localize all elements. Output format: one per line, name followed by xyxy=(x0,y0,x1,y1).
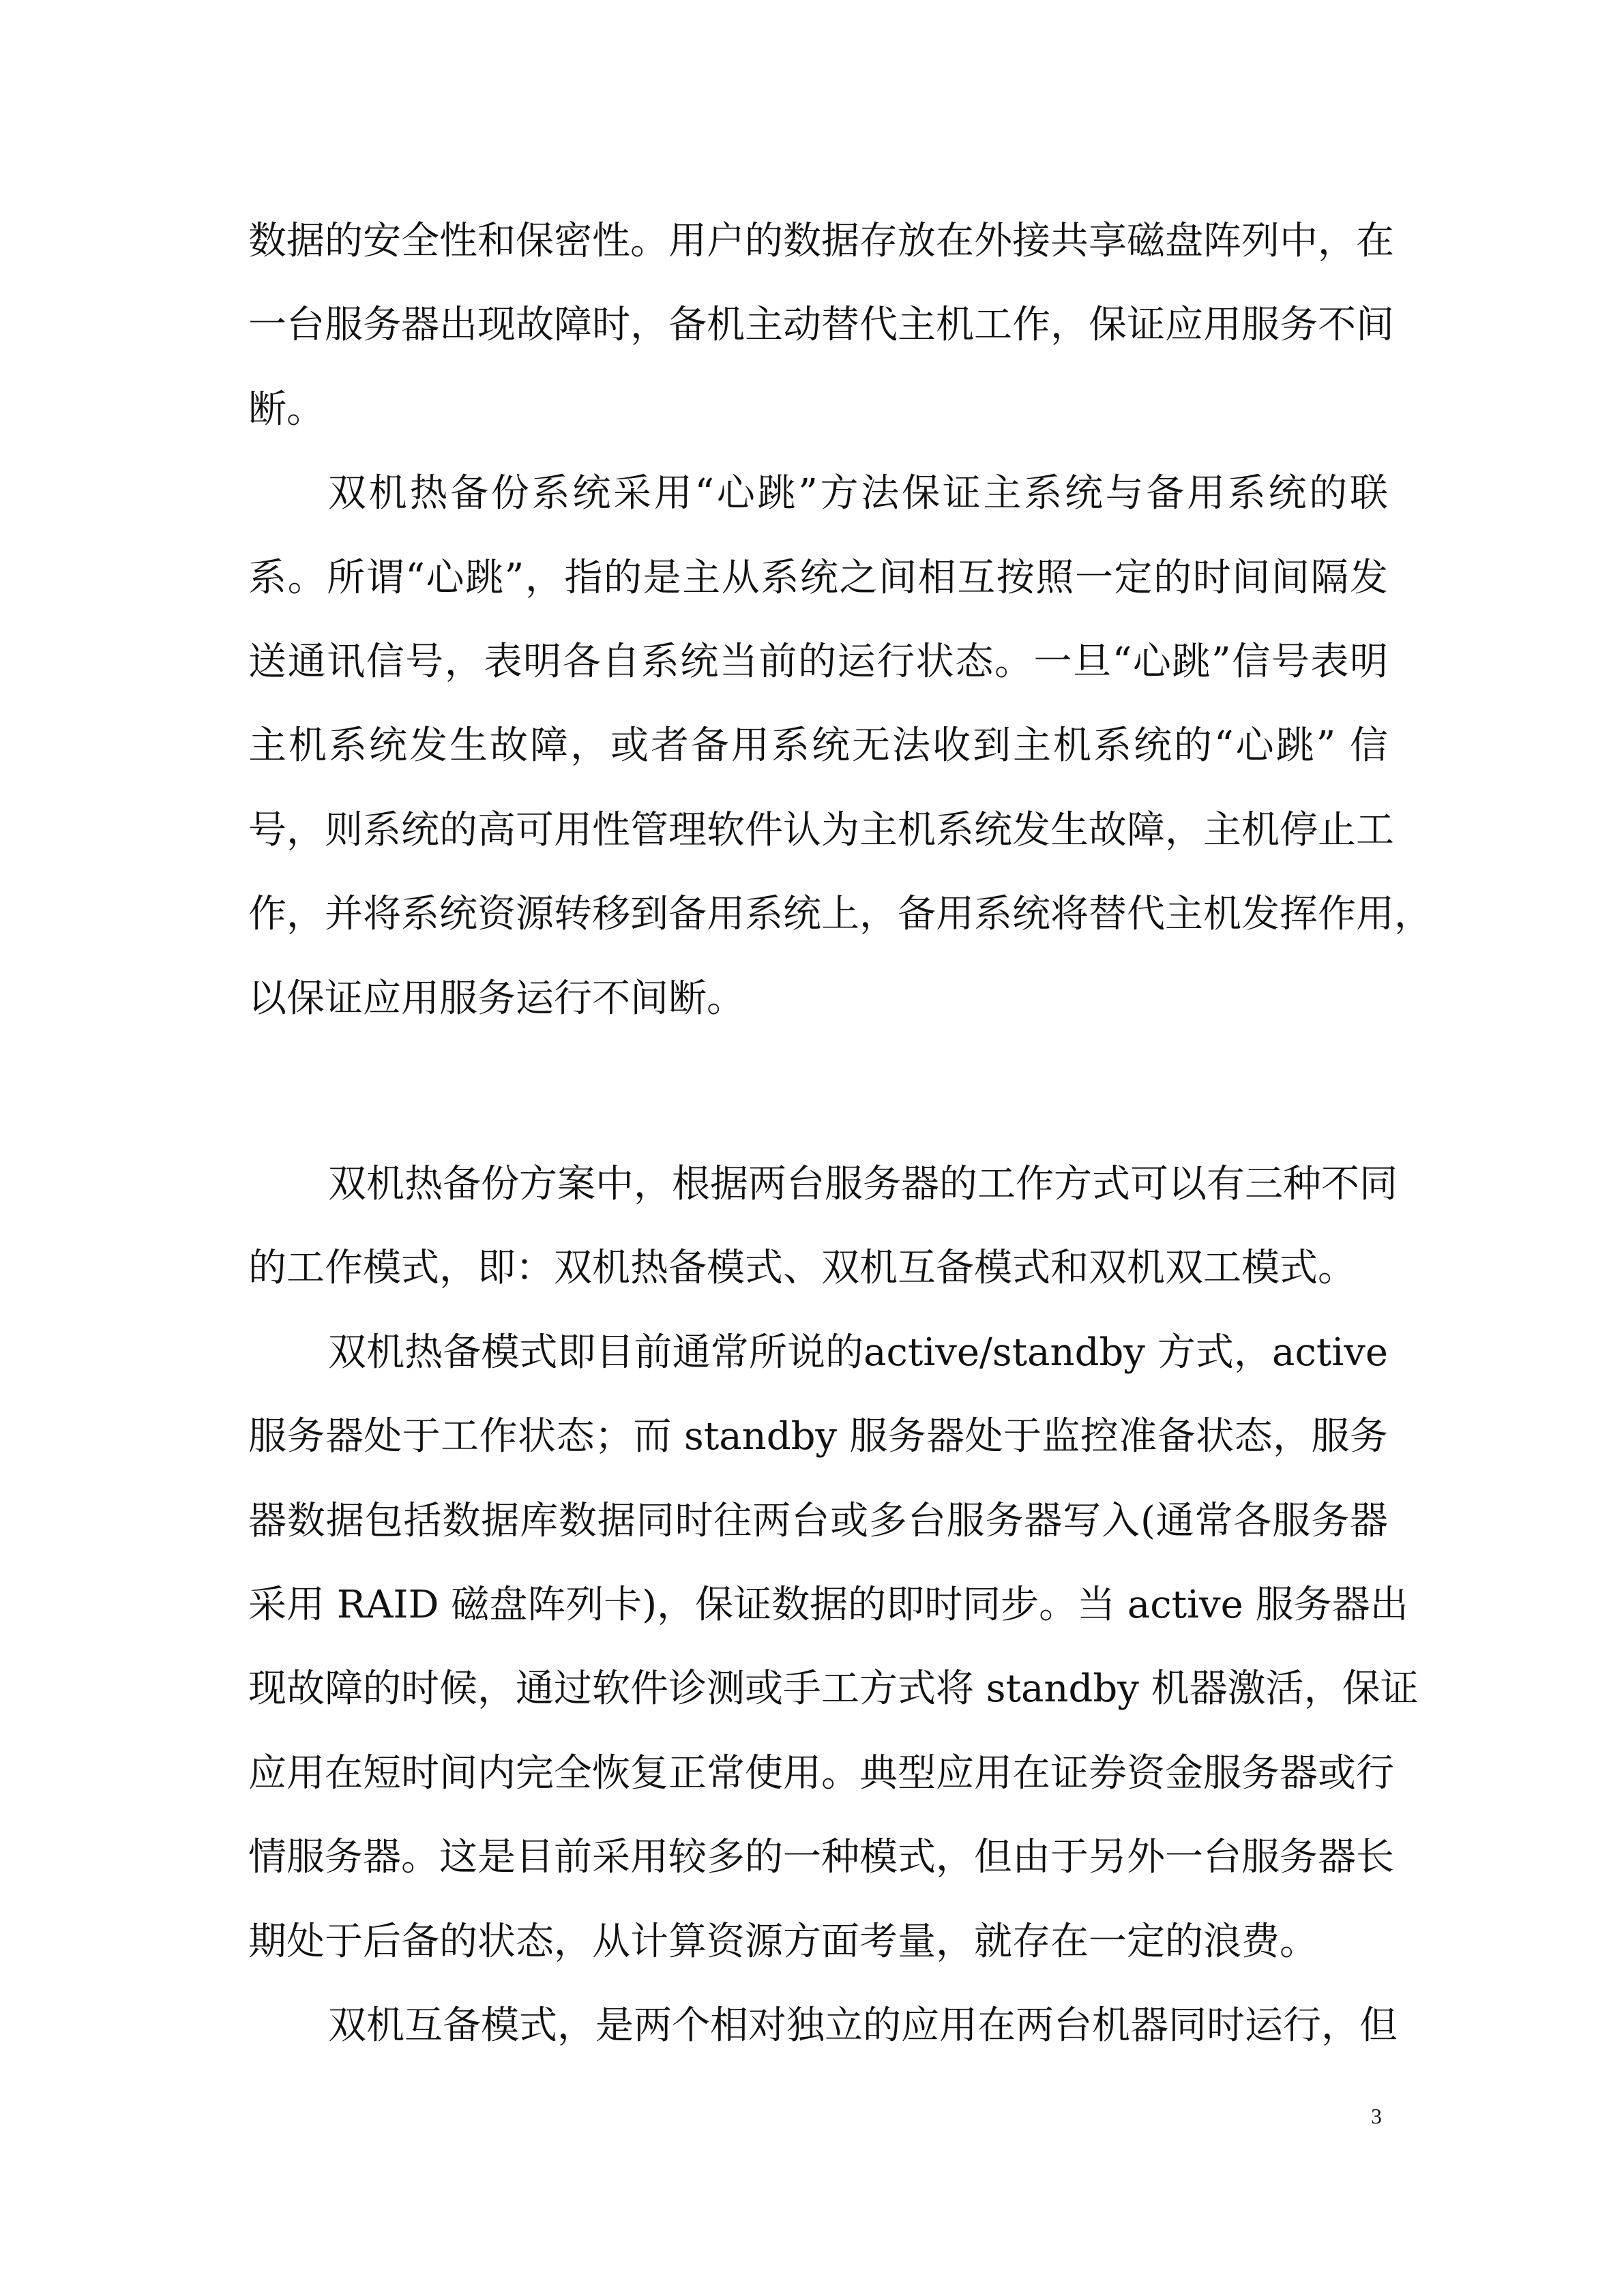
text-line: 双机热备模式即目前通常所说的active/standby 方式，active xyxy=(328,1330,1388,1375)
text-line: 器数据包括数据库数据同时往两台或多台服务器写入(通常各服务器 xyxy=(248,1498,1388,1543)
text-line: 应用在短时间内完全恢复正常使用。典型应用在证券资金服务器或行 xyxy=(248,1750,1394,1795)
text-line: 作，并将系统资源转移到备用系统上，备用系统将替代主机发挥作用， xyxy=(248,892,1432,937)
text-line: 期处于后备的状态，从计算资源方面考量，就存在一定的浪费。 xyxy=(248,1919,1318,1964)
text-line: 系。所谓“心跳”，指的是主从系统之间相互按照一定的时间间隔发 xyxy=(248,555,1388,600)
text-line: 主机系统发生故障，或者备用系统无法收到主机系统的“心跳” 信 xyxy=(248,724,1388,769)
text-line: 数据的安全性和保密性。用户的数据存放在外接共享磁盘阵列中，在 xyxy=(248,219,1394,263)
text-line: 的工作模式，即：双机热备模式、双机互备模式和双机双工模式。 xyxy=(248,1246,1356,1291)
text-line: 双机互备模式，是两个相对独立的应用在两台机器同时运行，但 xyxy=(328,2003,1398,2048)
text-line: 断。 xyxy=(248,387,325,432)
text-line: 一台服务器出现故障时，备机主动替代主机工作，保证应用服务不间 xyxy=(248,303,1394,348)
text-line: 采用 RAID 磁盘阵列卡)，保证数据的即时同步。当 active 服务器出 xyxy=(248,1583,1408,1627)
text-line: 送通讯信号，表明各自系统当前的运行状态。一旦“心跳”信号表明 xyxy=(248,640,1388,684)
text-line: 服务器处于工作状态；而 standby 服务器处于监控准备状态，服务 xyxy=(248,1414,1388,1459)
text-line: 双机热备份方案中，根据两台服务器的工作方式可以有三种不同 xyxy=(328,1162,1398,1206)
text-line: 以保证应用服务运行不间断。 xyxy=(248,976,745,1021)
page-number: 3 xyxy=(1371,2104,1382,2128)
text-line: 号，则系统的高可用性管理软件认为主机系统发生故障，主机停止工 xyxy=(248,807,1394,852)
text-line: 情服务器。这是目前采用较多的一种模式，但由于另外一台服务器长 xyxy=(248,1835,1394,1880)
text-line: 双机热备份系统采用“心跳”方法保证主系统与备用系统的联 xyxy=(328,471,1388,516)
text-line: 现故障的时候，通过软件诊测或手工方式将 standby 机器激活，保证 xyxy=(248,1667,1419,1712)
